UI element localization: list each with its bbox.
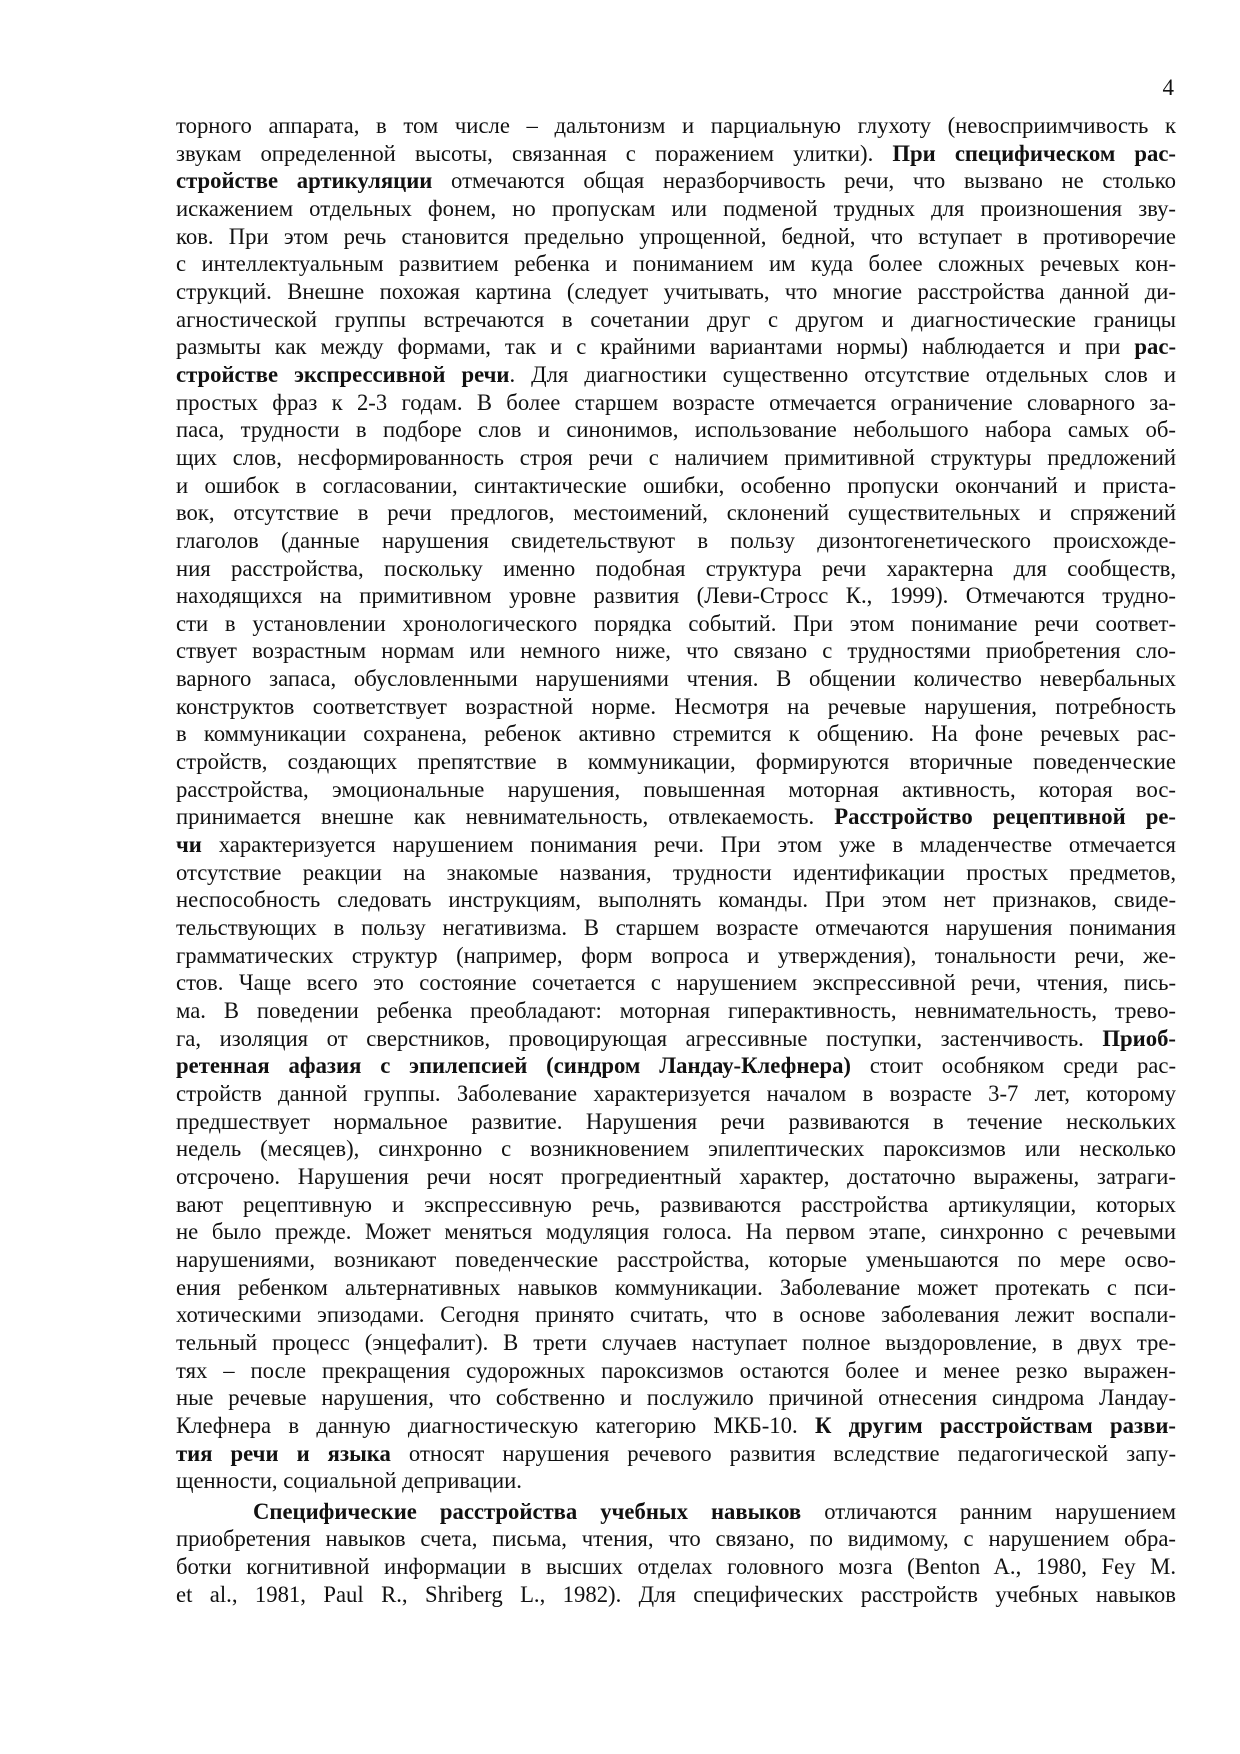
text-line: [176, 803, 1176, 831]
text-run: недель (месяцев), синхронно с возникновением эпилептических пароксизмов или несколько: [176, 1136, 1176, 1162]
text-line: [176, 1525, 1176, 1553]
text-line: [176, 444, 1176, 472]
text-line: [176, 1052, 1176, 1080]
text-line: [176, 389, 1176, 417]
text-line: [176, 1246, 1176, 1274]
text-run: отсрочено. Нарушения речи носят прогредиентный характер, достаточно выражены, затраги-: [176, 1163, 1176, 1189]
text-run: et al., 1981, Paul R., Shriberg L., 1982). Для специфических расстройств учебных навыков: [176, 1581, 1176, 1607]
text-run: относят нарушения речевого развития вследствие педагогической запу-: [390, 1440, 1177, 1466]
text-run: не было прежде. Может меняться модуляция голоса. На первом этапе, синхронно с речевыми: [176, 1219, 1176, 1245]
text-line: [176, 859, 1176, 887]
paragraph: [176, 1498, 1176, 1609]
text-run: стов. Чаще всего это состояние сочетается с нарушением экспрессивной речи, чтения, пись-: [176, 970, 1176, 996]
text-line: [176, 1301, 1176, 1329]
text-line: [176, 610, 1176, 638]
text-line: [176, 997, 1176, 1025]
text-line: [176, 1357, 1176, 1385]
text-line: [176, 1080, 1176, 1108]
text-run: характеризуется нарушением понимания речи. При этом уже в младенчестве отмечается: [201, 832, 1176, 858]
text-run: щенности, социальной депривации.: [176, 1468, 522, 1494]
text-run: вок, отсутствие в речи предлогов, местоимений, склонений существительных и спряжений: [176, 500, 1176, 526]
text-run: ботки когнитивной информации в высших отделах головного мозга (Benton A., 1980, Fey M.: [176, 1554, 1176, 1580]
text-run: торного аппарата, в том числе – дальтонизм и парциальную глухоту (невосприимчивость к: [176, 113, 1176, 138]
text-line: [176, 140, 1176, 168]
text-line: [176, 886, 1176, 914]
text-run: принимается внешне как невнимательность, отвлекаемость.: [176, 804, 835, 830]
text-line: [176, 1163, 1176, 1191]
text-line: [176, 942, 1176, 970]
bold-term: Расстройство рецептивной ре-: [834, 804, 1176, 830]
text-run: тельный процесс (энцефалит). В трети случаев наступает полное выздоровление, в двух тре-: [176, 1329, 1176, 1355]
text-line: [176, 1025, 1176, 1053]
text-line: [176, 969, 1176, 997]
text-line: [176, 1581, 1176, 1609]
text-line: [176, 195, 1176, 223]
text-run: простых фраз к 2-3 годам. В более старшем возрасте отмечается ограничение словарного за-: [176, 389, 1176, 415]
text-run: предшествует нормальное развитие. Нарушения речи развиваются в течение нескольких: [176, 1108, 1176, 1134]
text-run: ствует возрастным нормам или немного ниже, что связано с трудностями приобретения сло-: [176, 638, 1176, 664]
text-line: [176, 1274, 1176, 1302]
text-line: [176, 250, 1176, 278]
text-line: [176, 776, 1176, 804]
text-run: Клефнера в данную диагностическую категорию МКБ-10.: [176, 1412, 815, 1438]
text-line: [176, 582, 1176, 610]
text-run: грамматических структур (например, форм вопроса и утверждения), тональности речи, же-: [176, 942, 1176, 968]
text-run: размыты как между формами, так и с крайними вариантами нормы) наблюдается и при: [176, 334, 1135, 360]
text-line: [176, 831, 1176, 859]
text-line: [176, 693, 1176, 721]
document-body: [176, 112, 1176, 1608]
text-run: искажением отдельных фонем, но пропускам или подменой трудных для произношения зву-: [176, 195, 1176, 221]
paragraph: [176, 112, 1176, 1495]
text-line: [176, 361, 1176, 389]
text-run: отсутствие реакции на знакомые названия, трудности идентификации простых предметов,: [176, 859, 1176, 885]
text-line: [176, 1108, 1176, 1136]
bold-term: чи: [176, 832, 202, 858]
text-line: [176, 1135, 1176, 1163]
text-line: [176, 1467, 1176, 1495]
text-run: ния расстройства, поскольку именно подобная структура речи характерна для сообществ,: [176, 555, 1176, 581]
bold-term: При специфическом рас-: [892, 140, 1176, 166]
text-run: ные речевые нарушения, что собственно и послужило причиной отнесения синдрома Ландау-: [176, 1385, 1176, 1411]
page-number: 4: [1162, 75, 1174, 100]
text-run: струкций. Внешне похожая картина (следует учитывать, что многие расстройства данной ди-: [176, 278, 1176, 304]
text-run: находящихся на примитивном уровне развития (Леви-Стросс К., 1999). Отмечаются трудно-: [176, 583, 1176, 609]
text-line: [176, 720, 1176, 748]
text-run: тельствующих в пользу негативизма. В старшем возрасте отмечаются нарушения понимания: [176, 915, 1176, 941]
text-line: [176, 1329, 1176, 1357]
text-run: сти в установлении хронологического порядка событий. При этом понимание речи соответ-: [176, 610, 1176, 636]
text-line: [176, 1191, 1176, 1219]
text-run: паса, трудности в подборе слов и синонимов, использование небольшого набора самых об-: [176, 417, 1176, 443]
text-line: [176, 748, 1176, 776]
bold-term: К другим расстройствам разви-: [814, 1412, 1176, 1438]
text-line: [176, 1440, 1176, 1468]
text-line: [176, 665, 1176, 693]
text-run: глаголов (данные нарушения свидетельствуют в пользу дизонтогенетического происхожде-: [176, 527, 1176, 553]
text-line: [176, 914, 1176, 942]
text-run: ма. В поведении ребенка преобладают: моторная гиперактивность, невнимательность, трево-: [176, 998, 1176, 1023]
text-run: отличаются ранним нарушением: [801, 1498, 1176, 1524]
text-run: отмечаются общая неразборчивость речи, что вызвано не столько: [432, 168, 1176, 194]
text-run: щих слов, несформированность строя речи с наличием примитивной структуры предложений: [176, 444, 1176, 470]
text-run: звукам определенной высоты, связанная с поражением улитки).: [176, 140, 893, 166]
text-run: с интеллектуальным развитием ребенка и пониманием им куда более сложных речевых кон-: [176, 251, 1176, 277]
text-line: [176, 1498, 1176, 1526]
text-run: ения ребенком альтернативных навыков коммуникации. Заболевание может протекать с пси-: [176, 1274, 1176, 1300]
bold-term: стройстве экспрессивной речи: [176, 361, 510, 387]
text-run: стройств, создающих препятствие в коммуникации, формируются вторичные поведенческие: [176, 749, 1176, 775]
text-line: [176, 112, 1176, 140]
text-run: га, изоляция от сверстников, провоцирующая агрессивные поступки, застенчивость.: [176, 1025, 1103, 1051]
text-line: [176, 278, 1176, 306]
text-line: [176, 223, 1176, 251]
text-line: [176, 527, 1176, 555]
text-run: и ошибок в согласовании, синтактические ошибки, особенно пропуски окончаний и приста-: [176, 472, 1176, 498]
text-line: [176, 555, 1176, 583]
text-line: [176, 167, 1176, 195]
text-run: хотическими эпизодами. Сегодня принято считать, что в основе заболевания лежит воспали-: [176, 1302, 1176, 1328]
bold-term: стройстве артикуляции: [176, 168, 433, 194]
text-run: неспособность следовать инструкциям, выполнять команды. При этом нет признаков, свиде-: [176, 887, 1176, 913]
text-run: в коммуникации сохранена, ребенок активно стремится к общению. На фоне речевых рас-: [176, 721, 1176, 747]
text-run: стоит особняком среди рас-: [850, 1053, 1176, 1079]
text-run: приобретения навыков счета, письма, чтения, что связано, по видимому, с нарушением обра-: [176, 1526, 1176, 1552]
text-run: конструктов соответствует возрастной норме. Несмотря на речевые нарушения, потребность: [176, 693, 1176, 719]
text-line: [176, 333, 1176, 361]
text-line: [176, 306, 1176, 334]
text-run: агностической группы встречаются в сочетании друг с другом и диагностические границы: [176, 306, 1176, 332]
text-run: тях – после прекращения судорожных пароксизмов остаются более и менее резко выражен-: [176, 1357, 1176, 1383]
bold-term: ретенная афазия с эпилепсией (синдром Ландау-Клефнера): [176, 1053, 851, 1079]
text-line: [176, 1412, 1176, 1440]
bold-term: Приоб-: [1102, 1025, 1176, 1051]
text-run: варного запаса, обусловленными нарушениями чтения. В общении количество невербальных: [176, 666, 1176, 692]
bold-term: Специфические расстройства учебных навыков: [253, 1498, 802, 1524]
text-run: расстройства, эмоциональные нарушения, повышенная моторная активность, которая вос-: [176, 776, 1176, 802]
text-line: [176, 1553, 1176, 1581]
text-run: нарушениями, возникают поведенческие расстройства, которые уменьшаются по мере осво-: [176, 1246, 1176, 1272]
text-run: . Для диагностики существенно отсутствие отдельных слов и: [509, 361, 1176, 387]
bold-term: тия речи и языка: [176, 1440, 391, 1466]
text-run: стройств данной группы. Заболевание характеризуется началом в возрасте 3-7 лет, которому: [176, 1080, 1176, 1106]
text-line: [176, 1384, 1176, 1412]
text-run: ков. При этом речь становится предельно упрощенной, бедной, что вступает в противоречие: [176, 223, 1176, 249]
text-run: вают рецептивную и экспрессивную речь, развиваются расстройства артикуляции, которых: [176, 1191, 1176, 1217]
text-line: [176, 637, 1176, 665]
text-line: [176, 1218, 1176, 1246]
text-line: [176, 499, 1176, 527]
text-line: [176, 416, 1176, 444]
text-line: [176, 472, 1176, 500]
bold-term: рас-: [1134, 334, 1176, 360]
